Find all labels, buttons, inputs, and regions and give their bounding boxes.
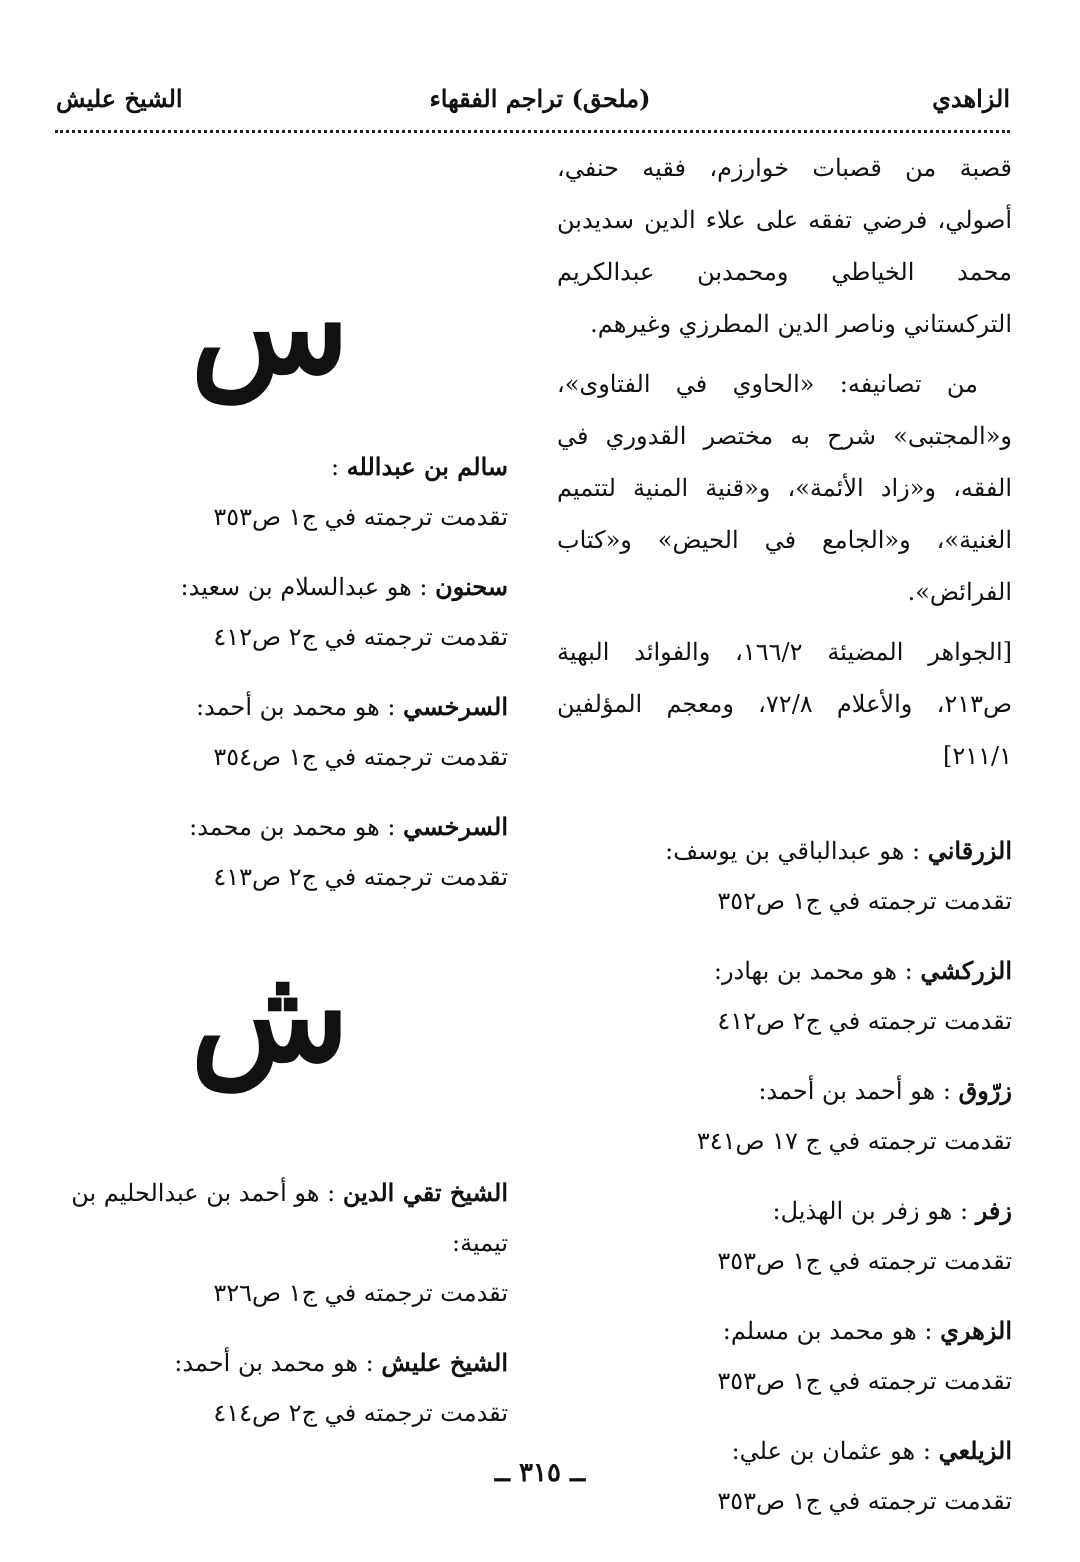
entry-reference: تقدمت ترجمته في ج ١٧ ص٣٤١ [696, 1127, 1012, 1155]
entry-desc: : هو محمد بن محمد: [189, 813, 396, 841]
entry-salim [48, 442, 508, 542]
entry-name: السرخسي [403, 692, 508, 721]
entry-name: زرّوق [958, 1076, 1012, 1105]
entry-name: سالم بن عبدالله [346, 452, 508, 481]
entry-reference: تقدمت ترجمته في ج٢ ص٤١٣ [213, 863, 508, 891]
entry-name: زفر [975, 1196, 1012, 1225]
entry-name: الشيخ تقي الدين [342, 1178, 508, 1207]
right-column [557, 142, 1012, 1546]
left-column-sheen-entries [48, 1168, 508, 1458]
entry-reference: تقدمت ترجمته في ج١ ص٣٥٣ [717, 1247, 1012, 1275]
running-header-right: الزاهدي [932, 84, 1010, 113]
entry-desc: : هو عبدالسلام بن سعيد: [180, 573, 428, 601]
entry-name: الزرقاني [927, 836, 1012, 865]
page-number: ــ ٣١٥ ــ [494, 1458, 586, 1488]
entry-desc: : هو أحمد بن عبدالحليم بن تيمية: [71, 1179, 508, 1257]
biography-paragraph: قصبة من قصبات خوارزم، فقيه حنفي، أصولي، فرضي تفقه على علاء الدين سديدبن محمد الخياطي ومحمدبن عبدالكريم التركستاني وناصر الدين المطرزي وغيرهم. [557, 154, 1012, 338]
entry-zarruq [557, 1066, 1012, 1166]
section-letter-seen: س [190, 250, 350, 403]
entry-reference: تقدمت ترجمته في ج١ ص٣٥٣ [717, 1487, 1012, 1515]
section-letter-sheen: ش [190, 938, 350, 1091]
entry-zaylai [557, 1426, 1012, 1526]
left-column-sheen [60, 938, 480, 1091]
entry-reference: تقدمت ترجمته في ج١ ص٣٥٤ [213, 743, 508, 771]
entry-sarakhsi-1 [48, 682, 508, 782]
entry-desc: : هو أحمد بن أحمد: [758, 1077, 951, 1105]
left-column-seen [60, 250, 480, 403]
entry-reference: تقدمت ترجمته في ج١ ص٣٢٦ [213, 1279, 508, 1307]
entry-reference: تقدمت ترجمته في ج١ ص٣٥٣ [213, 503, 508, 531]
entry-reference: تقدمت ترجمته في ج٢ ص٤١٢ [717, 1007, 1012, 1035]
entry-reference: تقدمت ترجمته في ج٢ ص٤١٢ [213, 623, 508, 651]
running-header-title: (ملحق) تراجم الفقهاء [429, 84, 651, 113]
entry-name: الشيخ عليش [381, 1348, 508, 1377]
left-column-seen-entries [48, 442, 508, 922]
entry-name: السرخسي [403, 812, 508, 841]
sources-paragraph: [الجواهر المضيئة ١٦٦/٢، والفوائد البهية ص٢١٣، والأعلام ٧٢/٨، ومعجم المؤلفين ٢١١/١] [557, 638, 1012, 770]
entry-sarakhsi-2 [48, 802, 508, 902]
entry-name: الزركشي [920, 956, 1012, 985]
entry-desc: : هو زفر بن الهذيل: [772, 1197, 969, 1225]
entry-ibn-taymiyya [48, 1168, 508, 1318]
entry-name: الزهري [940, 1316, 1012, 1345]
entry-desc: : هو عثمان بن علي: [731, 1437, 931, 1465]
header-dotted-rule [55, 130, 1010, 133]
entry-sahnun [48, 562, 508, 662]
entry-desc: : هو محمد بن مسلم: [722, 1317, 933, 1345]
entry-zufar [557, 1186, 1012, 1286]
entry-desc: : هو عبدالباقي بن يوسف: [665, 837, 921, 865]
entry-zurqani [557, 826, 1012, 926]
entry-reference: تقدمت ترجمته في ج١ ص٣٥٣ [717, 1367, 1012, 1395]
entry-name: سحنون [435, 572, 508, 601]
entry-zuhri [557, 1306, 1012, 1406]
running-header-left: الشيخ عليش [56, 84, 183, 113]
entry-desc: : هو محمد بن أحمد: [195, 693, 396, 721]
entry-reference: تقدمت ترجمته في ج٢ ص٤١٤ [213, 1399, 508, 1427]
entry-name: الزيلعي [938, 1436, 1012, 1465]
entry-zarkashi [557, 946, 1012, 1046]
entry-desc: : هو محمد بن أحمد: [174, 1349, 374, 1377]
works-paragraph: من تصانيفه: «الحاوي في الفتاوى»، و«المجتبى» شرح به مختصر القدوري في الفقه، و«زاد الأئمة»، و«قنية المنية لتتميم الغنية»، و«الجامع في الحيض» و«كتاب الفرائض». [557, 370, 1012, 606]
entry-desc: : [330, 453, 340, 481]
entry-reference: تقدمت ترجمته في ج١ ص٣٥٢ [717, 887, 1012, 915]
entry-ilaysh [48, 1338, 508, 1438]
entry-desc: : هو محمد بن بهادر: [713, 957, 913, 985]
